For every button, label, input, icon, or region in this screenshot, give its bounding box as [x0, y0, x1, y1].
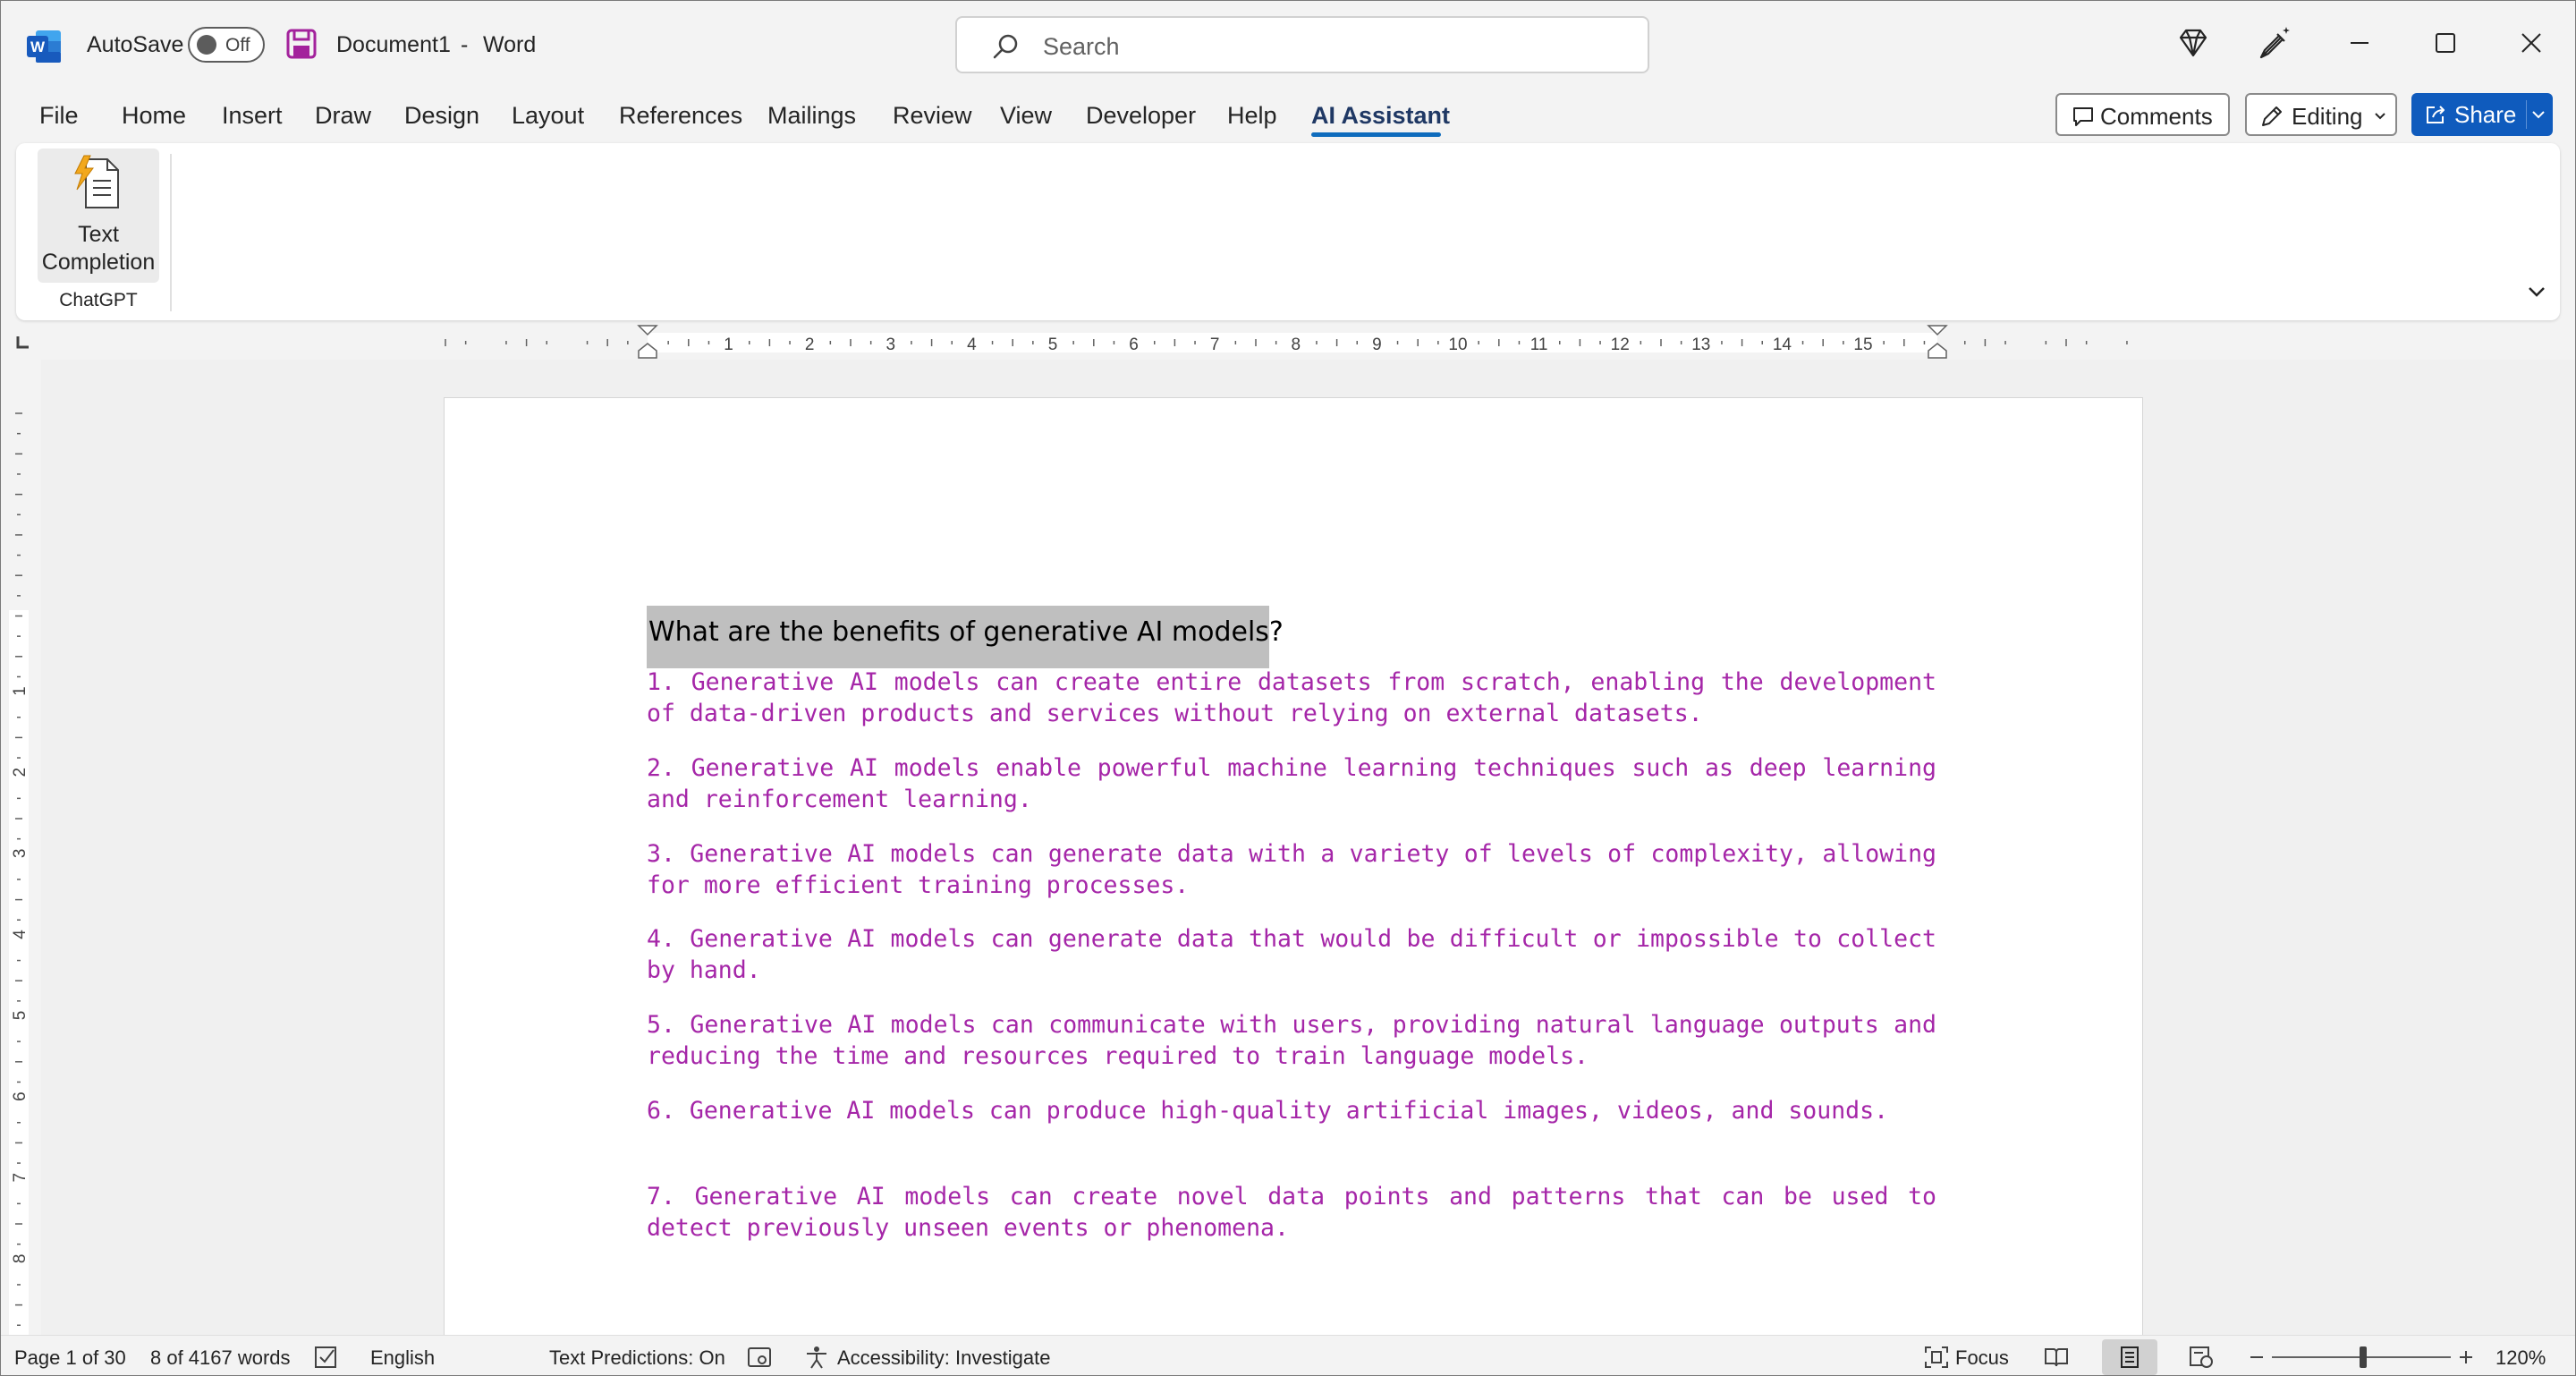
editing-label: Editing [2292, 103, 2363, 130]
word-count[interactable]: 8 of 4167 words [150, 1346, 291, 1369]
accessibility-status[interactable]: Accessibility: Investigate [837, 1346, 1051, 1369]
answer-item-5[interactable]: 5. Generative AI models can communicate with users, providing natural language outputs and reducing the time and resources required to train language models. [647, 1011, 1936, 1070]
answer-item-7[interactable]: 7. Generative AI models can create novel data points and patterns that can be used to detect previously unseen events or phenomena. [647, 1183, 1936, 1242]
zoom-out-icon[interactable] [2243, 1345, 2270, 1370]
ribbon-panel [16, 143, 2560, 320]
ruler-number: 15 [1853, 336, 1873, 354]
ruler-number: 6 [1129, 336, 1139, 354]
tab-file[interactable]: File [39, 102, 79, 129]
answer-item-6[interactable]: 6. Generative AI models can produce high-quality artificial images, videos, and sounds. [647, 1097, 1889, 1125]
share-icon [2424, 104, 2447, 125]
autosave-state: Off [225, 35, 250, 55]
svg-text:W: W [30, 38, 46, 55]
vertical-ruler-number: 3 [11, 848, 30, 859]
active-tab-indicator [1311, 132, 1441, 137]
tab-view[interactable]: View [1000, 102, 1053, 129]
comments-button[interactable] [2055, 93, 2230, 136]
tab-ai-assistant[interactable]: AI Assistant [1311, 102, 1451, 129]
text-predictions-status[interactable]: Text Predictions: On [549, 1346, 725, 1369]
document-name: Document1 [336, 32, 451, 57]
page-count[interactable]: Page 1 of 30 [14, 1346, 126, 1369]
vertical-ruler-number: 7 [11, 1172, 30, 1183]
macro-recording-icon[interactable] [746, 1345, 773, 1370]
pencil-icon [2259, 104, 2284, 129]
editing-mode-button[interactable] [2245, 93, 2397, 136]
ruler-number: 3 [886, 336, 896, 354]
comment-icon [2072, 106, 2095, 127]
toggle-knob [197, 35, 216, 55]
text-completion-label-line2: Completion [41, 250, 156, 275]
vertical-ruler-ticks [0, 360, 41, 1335]
premium-diamond-icon[interactable] [2174, 23, 2213, 63]
question-text: What are the benefits of generative AI models? [648, 616, 1284, 648]
save-icon[interactable] [286, 29, 317, 59]
share-button[interactable] [2411, 93, 2553, 136]
document-lightning-icon [68, 154, 125, 211]
autosave-toggle[interactable] [188, 27, 265, 63]
focus-icon[interactable] [1923, 1345, 1950, 1370]
horizontal-ruler[interactable] [0, 324, 2576, 360]
ruler-number: 13 [1691, 336, 1711, 354]
vertical-ruler-number: 5 [11, 1010, 30, 1021]
text-completion-label-line1: Text [78, 222, 119, 247]
first-line-indent-marker[interactable] [639, 326, 657, 335]
search-icon [991, 32, 1020, 61]
word-logo-icon [27, 29, 63, 64]
tab-home[interactable]: Home [122, 102, 187, 129]
ruler-number: 1 [724, 336, 733, 354]
ruler-number: 4 [967, 336, 977, 354]
web-layout-icon[interactable] [2188, 1345, 2215, 1370]
proofing-icon[interactable] [313, 1345, 340, 1370]
comments-label: Comments [2100, 103, 2213, 130]
vertical-ruler-number: 1 [11, 686, 30, 696]
answer-item-4[interactable]: 4. Generative AI models can generate data that would be difficult or impossible to collect by hand. [647, 925, 1936, 984]
ruler-number: 7 [1209, 336, 1220, 354]
share-dropdown-icon[interactable] [2531, 109, 2546, 120]
search-placeholder: Search [1043, 33, 1120, 60]
title-bar [0, 0, 2576, 89]
share-divider [2526, 100, 2527, 129]
collapse-ribbon-icon[interactable] [2524, 279, 2549, 304]
ruler-number: 2 [804, 336, 815, 354]
right-indent-marker[interactable] [1928, 326, 1946, 335]
accessibility-icon[interactable] [803, 1345, 830, 1370]
ruler-number: 14 [1772, 336, 1792, 354]
chevron-down-icon [2374, 111, 2386, 122]
search-box[interactable] [955, 16, 1649, 73]
tab-draw[interactable]: Draw [315, 102, 372, 129]
tab-mailings[interactable]: Mailings [767, 102, 857, 129]
zoom-in-icon[interactable] [2453, 1345, 2479, 1370]
answer-item-3[interactable]: 3. Generative AI models can generate data with a variety of levels of complexity, allowing for more efficient training processes. [647, 840, 1936, 899]
vertical-ruler-number: 4 [11, 930, 30, 939]
zoom-slider-thumb[interactable] [2360, 1346, 2367, 1368]
vertical-ruler-number: 6 [11, 1091, 30, 1101]
autosave-label: AutoSave [87, 32, 184, 57]
share-label: Share [2454, 101, 2517, 128]
right-indent-bottom-marker[interactable] [1928, 344, 1946, 358]
answer-item-2[interactable]: 2. Generative AI models enable powerful machine learning techniques such as deep learning and reinforcement learning. [647, 754, 1936, 813]
vertical-ruler[interactable] [0, 360, 41, 1335]
ruler-number: 12 [1610, 336, 1630, 354]
title-separator: - [461, 32, 469, 57]
document-page[interactable] [444, 397, 2143, 1346]
hanging-indent-marker[interactable] [639, 344, 657, 358]
language-label[interactable]: English [370, 1346, 436, 1369]
answer-item-1[interactable]: 1. Generative AI models can create entire datasets from scratch, enabling the development of data-driven products and services without relying on external datasets. [647, 668, 1936, 727]
tab-help[interactable]: Help [1227, 102, 1277, 129]
ruler-number: 10 [1448, 336, 1468, 354]
tab-design[interactable]: Design [404, 102, 480, 129]
focus-label[interactable]: Focus [1955, 1346, 2009, 1369]
tab-insert[interactable]: Insert [222, 102, 283, 129]
tab-layout[interactable]: Layout [512, 102, 585, 129]
ribbon-group-separator [170, 154, 172, 311]
vertical-ruler-number: 2 [11, 767, 30, 777]
ruler-number: 9 [1372, 336, 1382, 354]
designer-wand-icon[interactable] [2256, 23, 2295, 63]
ruler-number: 8 [1291, 336, 1301, 354]
minimize-icon[interactable] [2340, 23, 2379, 63]
ruler-number: 5 [1047, 336, 1058, 354]
zoom-level[interactable]: 120% [2496, 1346, 2546, 1369]
read-mode-icon[interactable] [2043, 1345, 2070, 1370]
close-icon[interactable] [2512, 23, 2551, 63]
tab-references[interactable]: References [619, 102, 743, 129]
tab-review[interactable]: Review [893, 102, 972, 129]
selected-question[interactable] [647, 606, 1284, 668]
print-layout-icon[interactable] [2116, 1345, 2143, 1370]
text-completion-button[interactable] [38, 149, 159, 283]
ruler-ticks [0, 324, 2576, 360]
ribbon-group-label: ChatGPT [59, 290, 138, 310]
vertical-ruler-number: 8 [11, 1253, 30, 1264]
ruler-number: 11 [1530, 336, 1548, 354]
app-name: Word [483, 32, 537, 57]
status-bar [0, 1335, 2576, 1376]
maximize-icon[interactable] [2426, 23, 2465, 63]
tab-developer[interactable]: Developer [1086, 102, 1197, 129]
